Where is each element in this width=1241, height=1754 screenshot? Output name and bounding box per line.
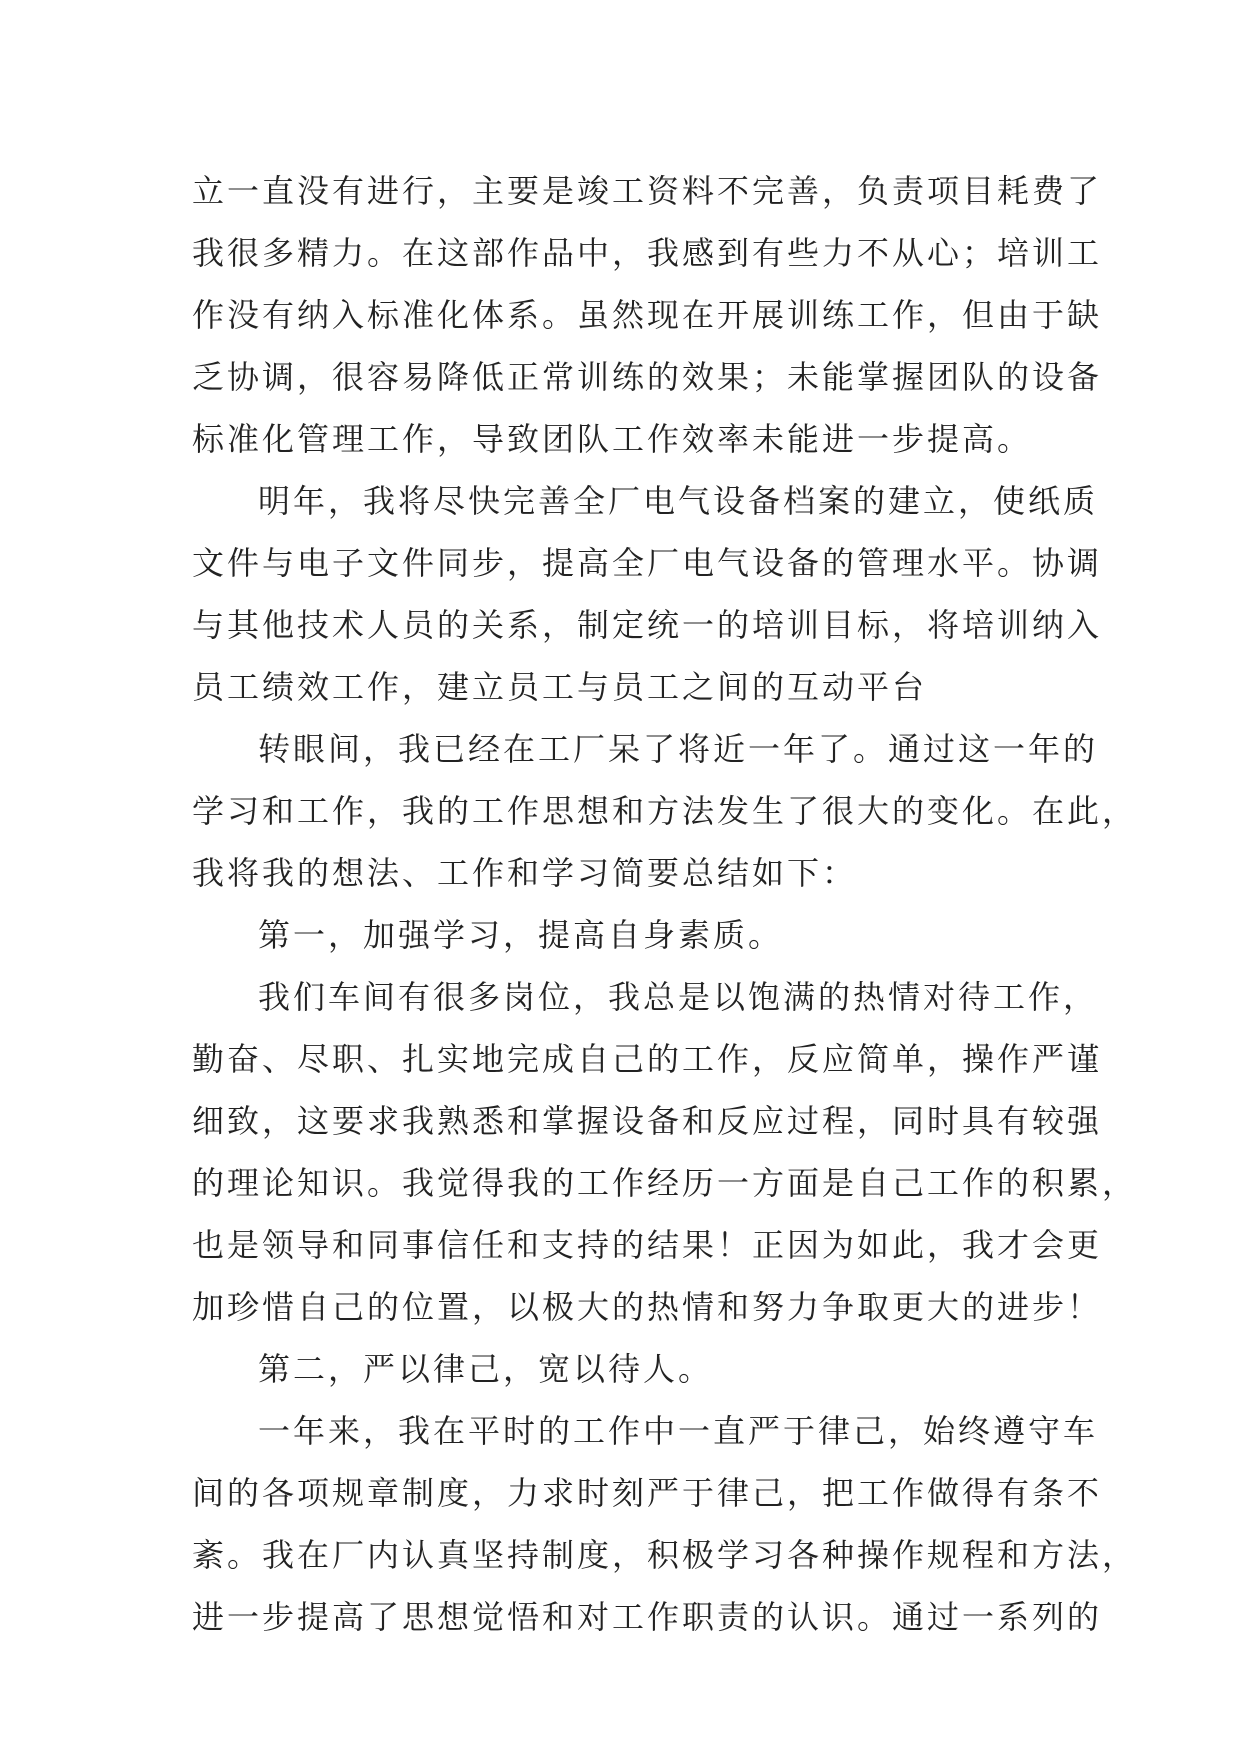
text-line: 立一直没有进行，主要是竣工资料不完善，负责项目耗费了 [192, 172, 1103, 210]
text-line: 标准化管理工作，导致团队工作效率未能进一步提高。 [192, 420, 1033, 458]
paragraph-first-line: 明年，我将尽快完善全厂电气设备档案的建立，使纸质 [258, 482, 1099, 520]
text-line: 我将我的想法、工作和学习简要总结如下： [192, 854, 858, 892]
text-line: 的理论知识。我觉得我的工作经历一方面是自己工作的积累， [192, 1164, 1138, 1202]
text-line: 我很多精力。在这部作品中，我感到有些力不从心；培训工 [192, 234, 1103, 272]
text-line: 员工绩效工作，建立员工与员工之间的互动平台 [192, 668, 928, 706]
text-line: 紊。我在厂内认真坚持制度，积极学习各种操作规程和方法， [192, 1536, 1138, 1574]
text-line: 进一步提高了思想觉悟和对工作职责的认识。通过一系列的 [192, 1598, 1103, 1636]
text-line: 与其他技术人员的关系，制定统一的培训目标，将培训纳入 [192, 606, 1103, 644]
section-heading-2: 第二，严以律己，宽以待人。 [258, 1350, 714, 1388]
text-line: 作没有纳入标准化体系。虽然现在开展训练工作，但由于缺 [192, 296, 1103, 334]
text-line: 加珍惜自己的位置，以极大的热情和努力争取更大的进步！ [192, 1288, 1103, 1326]
text-line: 也是领导和同事信任和支持的结果！正因为如此，我才会更 [192, 1226, 1103, 1264]
document-body [192, 160, 1138, 1648]
paragraph-first-line: 我们车间有很多岗位，我总是以饱满的热情对待工作， [258, 978, 1099, 1016]
text-line: 学习和工作，我的工作思想和方法发生了很大的变化。在此， [192, 792, 1138, 830]
paragraph-first-line: 一年来，我在平时的工作中一直严于律己，始终遵守车 [258, 1412, 1099, 1450]
section-heading-1: 第一，加强学习，提高自身素质。 [258, 916, 784, 954]
text-line: 文件与电子文件同步，提高全厂电气设备的管理水平。协调 [192, 544, 1103, 582]
text-line: 间的各项规章制度，力求时刻严于律己，把工作做得有条不 [192, 1474, 1103, 1512]
text-line: 细致，这要求我熟悉和掌握设备和反应过程，同时具有较强 [192, 1102, 1103, 1140]
text-line: 勤奋、尽职、扎实地完成自己的工作，反应简单，操作严谨 [192, 1040, 1103, 1078]
paragraph-first-line: 转眼间，我已经在工厂呆了将近一年了。通过这一年的 [258, 730, 1099, 768]
text-line: 乏协调，很容易降低正常训练的效果；未能掌握团队的设备 [192, 358, 1103, 396]
